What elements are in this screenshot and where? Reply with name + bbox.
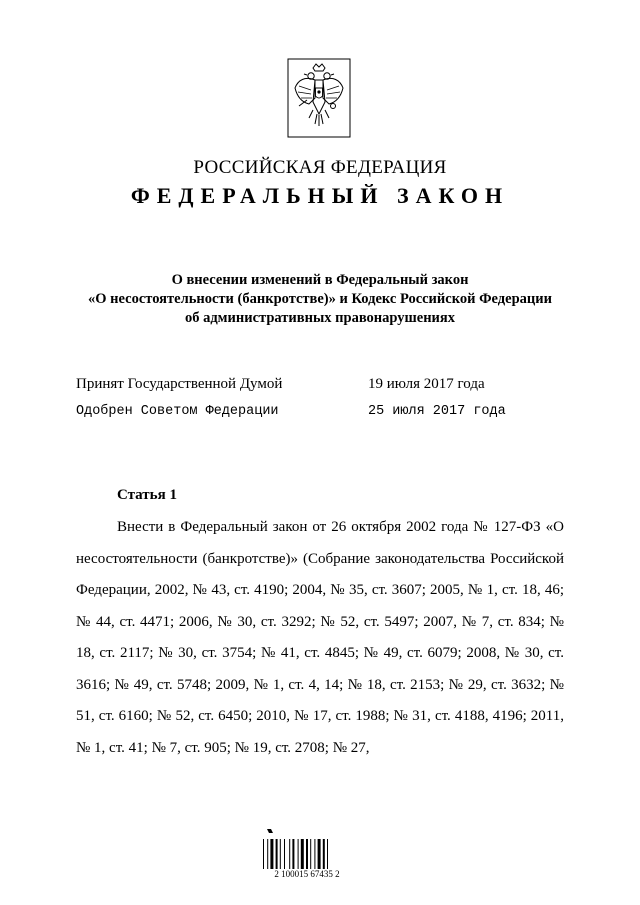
law-title: [0, 271, 640, 328]
law-title-line: об административных правонарушениях: [184, 310, 456, 326]
article-heading: Статья 1: [117, 487, 177, 503]
barcode-number: 2 100015 67435 2: [274, 869, 340, 879]
council-approval-label: Одобрен Советом Федерации: [76, 404, 279, 419]
law-title-line: «О несостоятельности (банкротстве)» и Кодекс Российской Федерации: [88, 291, 552, 307]
country-name: РОССИЙСКАЯ ФЕДЕРАЦИЯ: [193, 157, 447, 178]
duma-adoption-label: Принят Государственной Думой: [76, 376, 283, 392]
council-approval-date: 25 июля 2017 года: [368, 404, 506, 419]
article-paragraph: Внести в Федеральный закон от 26 октября 2002 года № 127-ФЗ «О несостоятельности (банкротстве)» (Собрание законодательства Российской Федерации, 2002, № 43, ст. 4190; 2004, № 35, ст. 3607; 2005, № 1, ст. 18, 46; № 44, ст. 4471; 2006, № 30, ст. 3292; № 52, ст. 5497; 2007, № 7, ст. 834; № 18, ст. 2117; № 30, ст. 3754; № 41, ст. 4845; № 49, ст. 6079; 2008, № 30, ст. 3616; № 49, ст. 5748; 2009, № 1, ст. 4, 14; № 18, ст. 2153; № 29, ст. 3632; № 51, ст. 6160; № 52, ст. 6450; 2010, № 17, ст. 1988; № 31, ст. 4188, 4196; 2011, № 1, ст. 41; № 7, ст. 905; № 19, ст. 2708; № 27,: [76, 519, 564, 756]
law-title-line: О внесении изменений в Федеральный закон: [171, 272, 469, 288]
article-body: [76, 512, 564, 764]
document-type: ФЕДЕРАЛЬНЫЙ ЗАКОН: [130, 183, 510, 208]
coat-of-arms-emblem: [287, 58, 351, 138]
duma-adoption-date: 19 июля 2017 года: [368, 376, 485, 392]
